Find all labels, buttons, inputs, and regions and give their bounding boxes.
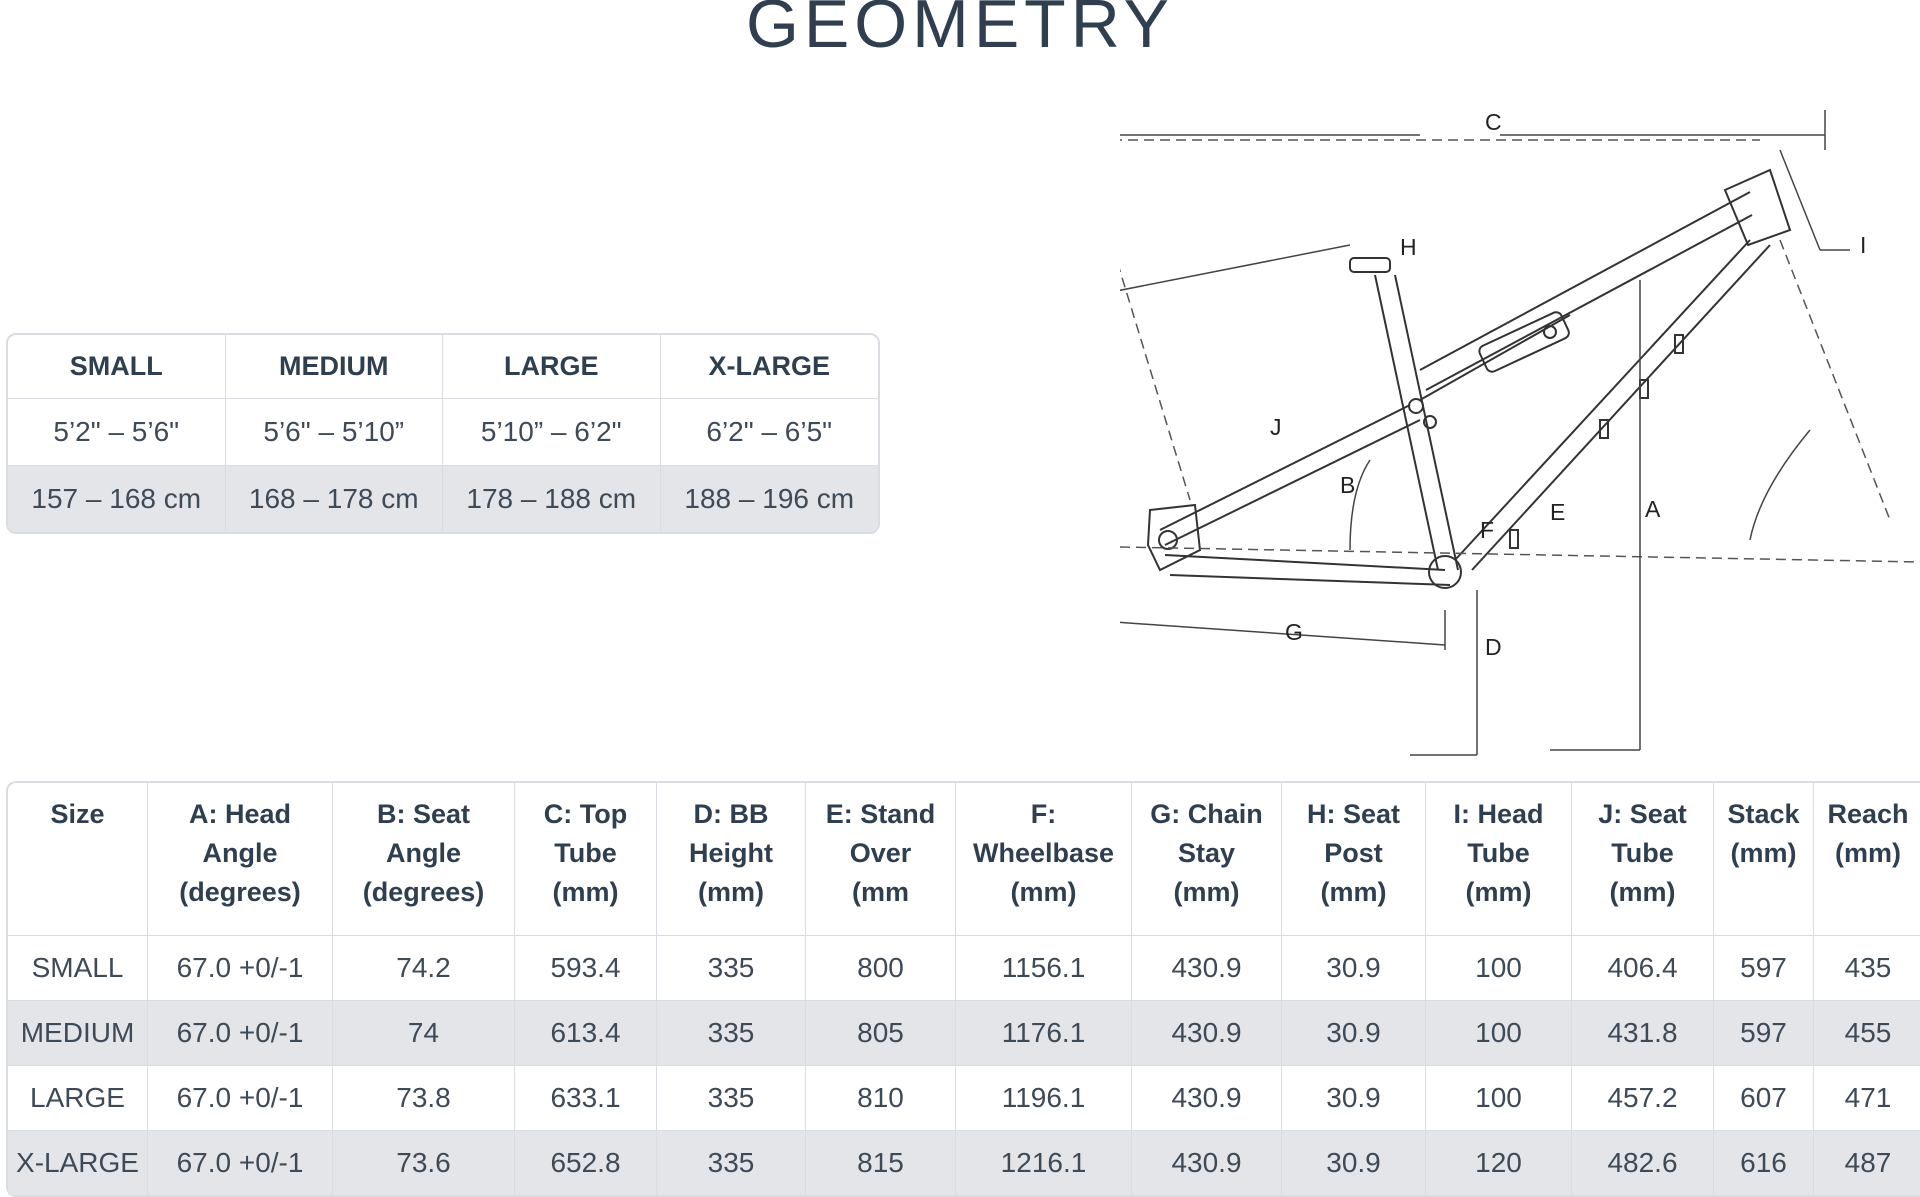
geometry-cell: 73.6 — [333, 1130, 515, 1195]
header-line: Post — [1324, 838, 1383, 868]
height-imperial-large: 5’10” – 6’2" — [443, 398, 661, 465]
geometry-row — [8, 1065, 1920, 1130]
height-imperial-xlarge: 6’2" – 6’5" — [661, 398, 879, 465]
header-line: Stay — [1177, 838, 1236, 868]
geometry-cell: 471 — [1814, 1065, 1920, 1130]
height-metric-small: 157 – 168 cm — [8, 465, 226, 532]
geometry-cell: 100 — [1426, 1000, 1572, 1065]
geometry-header-cell — [657, 783, 806, 935]
geometry-cell: 487 — [1814, 1130, 1920, 1195]
header-line: J: Seat — [1598, 799, 1687, 829]
geometry-cell: 120 — [1426, 1130, 1572, 1195]
geometry-cell: 800 — [806, 935, 956, 1000]
size-header-xlarge: X-LARGE — [708, 351, 830, 381]
geometry-cell: 67.0 +0/-1 — [148, 1000, 333, 1065]
frame-geometry-diagram — [1120, 100, 1920, 760]
header-line: (mm) — [1835, 838, 1901, 868]
geometry-cell: 430.9 — [1132, 1065, 1282, 1130]
geometry-cell: 1156.1 — [956, 935, 1132, 1000]
geometry-cell: 633.1 — [515, 1065, 657, 1130]
header-line: E: Stand — [825, 799, 936, 829]
header-line: Angle — [202, 838, 278, 868]
frame-drawing — [1148, 170, 1790, 588]
header-line: I: Head — [1453, 799, 1544, 829]
geometry-cell: 1176.1 — [956, 1000, 1132, 1065]
geometry-header-cell — [1282, 783, 1426, 935]
header-line: (mm) — [552, 877, 619, 907]
geometry-cell: 805 — [806, 1000, 956, 1065]
label-d: D — [1485, 634, 1502, 660]
label-b: B — [1340, 472, 1356, 498]
geometry-cell: 616 — [1714, 1130, 1814, 1195]
geometry-cell: 67.0 +0/-1 — [148, 1065, 333, 1130]
header-line: Reach — [1827, 799, 1909, 829]
geometry-row — [8, 1000, 1920, 1065]
geometry-cell: 430.9 — [1132, 1000, 1282, 1065]
geometry-cell: 100 — [1426, 1065, 1572, 1130]
geometry-header-cell — [1572, 783, 1714, 935]
header-line: Tube — [554, 838, 617, 868]
geometry-cell: 30.9 — [1282, 1065, 1426, 1130]
geometry-cell: 597 — [1714, 935, 1814, 1000]
label-j: J — [1270, 414, 1282, 440]
height-metric-medium: 168 – 178 cm — [226, 465, 444, 532]
geometry-header-cell — [8, 783, 148, 935]
size-header-medium: MEDIUM — [226, 335, 444, 398]
header-line: (mm) — [1730, 838, 1797, 868]
geometry-cell: 335 — [657, 1130, 806, 1195]
header-line: (mm) — [1320, 877, 1387, 907]
header-line: (mm) — [1609, 877, 1676, 907]
geometry-cell: 430.9 — [1132, 1130, 1282, 1195]
size-chart — [6, 333, 880, 534]
label-a: A — [1645, 496, 1661, 522]
header-line: Stack — [1727, 799, 1800, 829]
geometry-header-cell — [515, 783, 657, 935]
header-line: (degrees) — [179, 877, 301, 907]
header-line: Wheelbase — [972, 838, 1115, 868]
geometry-cell: 482.6 — [1572, 1130, 1714, 1195]
geometry-header-row — [8, 783, 1920, 935]
geometry-cell: 1196.1 — [956, 1065, 1132, 1130]
geometry-row — [8, 1130, 1920, 1195]
geometry-cell: 100 — [1426, 935, 1572, 1000]
geometry-header-cell — [148, 783, 333, 935]
geometry-table — [6, 781, 1920, 1197]
geometry-header-cell — [1714, 783, 1814, 935]
geometry-cell: 597 — [1714, 1000, 1814, 1065]
header-line: G: Chain — [1150, 799, 1263, 829]
header-line: F: — [1030, 799, 1057, 829]
geometry-cell: SMALL — [8, 935, 148, 1000]
label-i: I — [1860, 232, 1867, 258]
geometry-cell: 406.4 — [1572, 935, 1714, 1000]
geometry-cell: MEDIUM — [8, 1000, 148, 1065]
geometry-cell: 67.0 +0/-1 — [148, 1130, 333, 1195]
header-line: Over — [849, 838, 912, 868]
header-line: (mm) — [1465, 877, 1532, 907]
geometry-cell: 607 — [1714, 1065, 1814, 1130]
geometry-cell: X-LARGE — [8, 1130, 148, 1195]
size-chart-metric-row — [8, 465, 878, 532]
geometry-cell: 457.2 — [1572, 1065, 1714, 1130]
geometry-cell: 593.4 — [515, 935, 657, 1000]
size-chart-imperial-row — [8, 398, 878, 465]
label-c: C — [1485, 109, 1502, 135]
label-h: H — [1400, 234, 1417, 260]
label-e: E — [1550, 499, 1566, 525]
geometry-cell: 30.9 — [1282, 1130, 1426, 1195]
geometry-cell: 335 — [657, 1000, 806, 1065]
geometry-cell: 431.8 — [1572, 1000, 1714, 1065]
dimension-lines — [1120, 140, 1920, 562]
header-line: B: Seat — [376, 799, 471, 829]
geometry-cell: 435 — [1814, 935, 1920, 1000]
geometry-header-cell — [1132, 783, 1282, 935]
header-line: (mm — [851, 877, 909, 907]
geometry-cell: 335 — [657, 935, 806, 1000]
geometry-cell: LARGE — [8, 1065, 148, 1130]
geometry-cell: 335 — [657, 1065, 806, 1130]
header-line: (mm) — [1010, 877, 1077, 907]
geometry-header-cell — [1426, 783, 1572, 935]
geometry-cell: 613.4 — [515, 1000, 657, 1065]
header-line: Size — [50, 799, 105, 829]
header-line: Angle — [385, 838, 461, 868]
height-metric-xlarge: 188 – 196 cm — [661, 465, 879, 532]
geometry-cell: 810 — [806, 1065, 956, 1130]
geometry-cell: 652.8 — [515, 1130, 657, 1195]
header-line: (degrees) — [362, 877, 485, 907]
geometry-cell: 30.9 — [1282, 1000, 1426, 1065]
geometry-header-cell — [956, 783, 1132, 935]
geometry-cell: 1216.1 — [956, 1130, 1132, 1195]
geometry-cell: 74 — [333, 1000, 515, 1065]
height-imperial-small: 5’2" – 5’6" — [8, 398, 226, 465]
height-metric-large: 178 – 188 cm — [443, 465, 661, 532]
page-title: GEOMETRY — [746, 0, 1174, 62]
header-line: (mm) — [698, 877, 764, 907]
size-header-large: LARGE — [443, 335, 661, 398]
geometry-header-cell — [333, 783, 515, 935]
height-imperial-medium: 5’6" – 5’10” — [226, 398, 444, 465]
header-line: C: Top — [543, 799, 628, 829]
geometry-cell: 67.0 +0/-1 — [148, 935, 333, 1000]
size-header-small: SMALL — [8, 335, 226, 398]
geometry-header-cell — [806, 783, 956, 935]
geometry-cell: 30.9 — [1282, 935, 1426, 1000]
geometry-cell: 455 — [1814, 1000, 1920, 1065]
geometry-cell: 815 — [806, 1130, 956, 1195]
header-line: D: BB — [693, 799, 769, 829]
label-g: G — [1285, 619, 1303, 645]
geometry-cell: 430.9 — [1132, 935, 1282, 1000]
geometry-cell: 73.8 — [333, 1065, 515, 1130]
size-chart-header-row — [8, 335, 878, 398]
label-f: F — [1480, 517, 1495, 543]
header-line: A: Head — [188, 799, 291, 829]
header-line: Tube — [1467, 838, 1530, 868]
geometry-header-cell — [1814, 783, 1920, 935]
header-line: H: Seat — [1306, 799, 1401, 829]
geometry-cell: 74.2 — [333, 935, 515, 1000]
header-line: Tube — [1611, 838, 1674, 868]
header-line: (mm) — [1173, 877, 1240, 907]
geometry-row — [8, 935, 1920, 1000]
header-line: Height — [689, 838, 773, 868]
